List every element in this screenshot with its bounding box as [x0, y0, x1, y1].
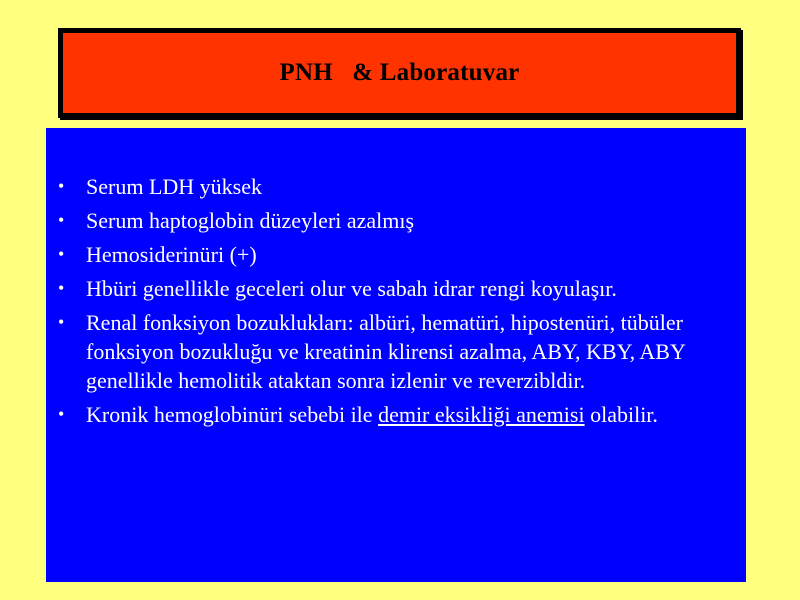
list-item: [58, 206, 742, 235]
bullet-icon: •: [58, 176, 65, 196]
bullet-icon: •: [58, 210, 65, 230]
bullet-text: Hbüri genellikle geceleri olur ve sabah idrar rengi koyulaşır.: [86, 276, 617, 301]
bullet-icon: •: [58, 278, 65, 298]
list-item: [58, 240, 742, 269]
bullet-icon: •: [58, 312, 65, 332]
slide-title-box: [58, 28, 741, 118]
list-item: [58, 308, 742, 395]
bullet-text: Hemosiderinüri (+): [86, 242, 257, 267]
bullet-icon: •: [58, 244, 65, 264]
list-item: [58, 172, 742, 201]
bullet-text-post: olabilir.: [584, 402, 658, 427]
bullet-list: [58, 172, 742, 434]
bullet-text: Serum haptoglobin düzeyleri azalmış: [86, 208, 415, 233]
slide-title: PNH & Laboratuvar: [279, 59, 520, 86]
bullet-icon: •: [58, 404, 65, 424]
slide-content-box: [46, 128, 746, 582]
list-item: [58, 400, 742, 429]
bullet-text-pre: Kronik hemoglobinüri sebebi ile: [86, 402, 379, 427]
list-item: [58, 274, 742, 303]
bullet-text: Renal fonksiyon bozuklukları: albüri, hematüri, hipostenüri, tübüler fonksiyon bozukluğu ve kreatinin klirensi azalma, ABY, KBY, ABY genellikle hemolitik ataktan sonra izlenir ve reverzibldir.: [86, 310, 686, 393]
bullet-text: Serum LDH yüksek: [86, 174, 262, 199]
iron-deficiency-anemia-link[interactable]: demir eksikliği anemisi: [378, 402, 585, 427]
